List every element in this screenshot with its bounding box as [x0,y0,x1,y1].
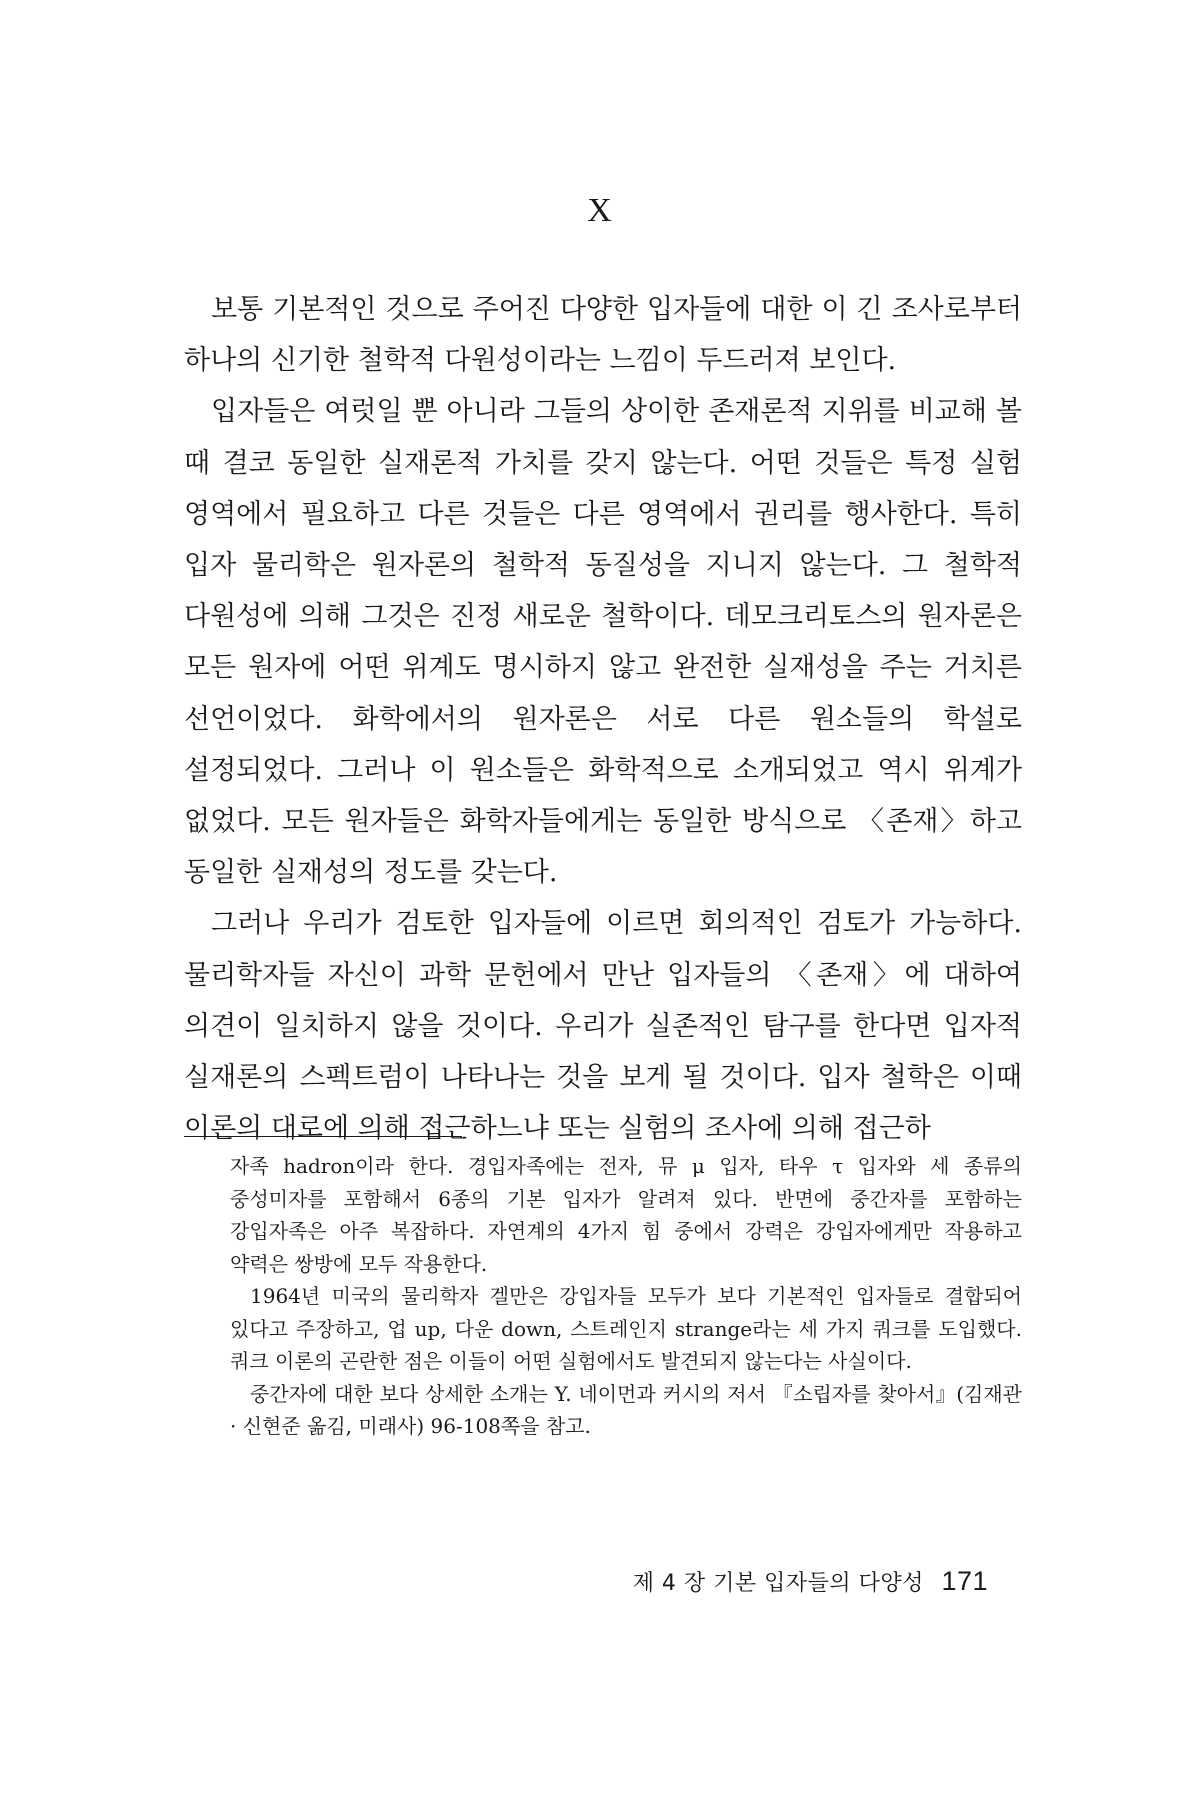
body-text [184,284,1022,1154]
footnotes [230,1150,1022,1443]
footnote-divider [184,1136,462,1137]
running-footer [633,1566,988,1597]
footnote-2: 1964년 미국의 물리학자 겔만은 강입자들 모두가 보다 기본적인 입자들로 결합되어 있다고 주장하고, 업 up, 다운 down, 스트레인지 strange라는 세 가지 쿼크를 도입했다. 쿼크 이론의 곤란한 점은 이들이 어떤 실험에서도 발견되지 않는다는 사실이다. [230,1284,1022,1373]
chapter-title: 제 4 장 기본 입자들의 다양성 [632,1571,924,1596]
paragraph-2: 입자들은 여럿일 뿐 아니라 그들의 상이한 존재론적 지위를 비교해 볼 때 결코 동일한 실재론적 가치를 갖지 않는다. 어떤 것들은 특정 실험 영역에서 필요하고 다른 것들은 다른 영역에서 권리를 행사한다. 특히 입자 물리학은 원자론의 철학적 동질성을 지니지 않는다. 그 철학적 다원성에 의해 그것은 진정 새로운 철학이다. 데모크리토스의 원자론은 모든 원자에 어떤 위계도 명시하지 않고 완전한 실재성을 주는 거치른 선언이었다. 화학에서의 원자론은 서로 다른 원소들의 학설로 설정되었다. 그러나 이 원소들은 화학적으로 소개되었고 역시 위계가 없었다. 모든 원자들은 화학자들에게는 동일한 방식으로 〈존재〉하고 동일한 실재성의 정도를 갖는다. [184,396,1022,889]
section-heading: X [587,192,613,229]
paragraph-3: 그러나 우리가 검토한 입자들에 이르면 회의적인 검토가 가능하다. 물리학자들 자신이 과학 문헌에서 만난 입자들의 〈존재〉에 대하여 의견이 일치하지 않을 것이다. 우리가 실존적인 탐구를 한다면 입자적 실재론의 스펙트럼이 나타나는 것을 보게 될 것이다. 입자 철학은 이때 이론의 대로에 의해 접근하느냐 또는 실험의 조사에 의해 접근하 [184,908,1022,1145]
footnote-1: 자족 hadron이라 한다. 경입자족에는 전자, 뮤 μ 입자, 타우 τ 입자와 세 종류의 중성미자를 포함해서 6종의 기본 입자가 알려져 있다. 반면에 중간자를 포함하는 강입자족은 아주 복잡하다. 자연계의 4가지 힘 중에서 강력은 강입자에게만 작용하고 약력은 쌍방에 모두 작용한다. [230,1154,1022,1276]
paragraph-1: 보통 기본적인 것으로 주어진 다양한 입자들에 대한 이 긴 조사로부터 하나의 신기한 철학적 다원성이라는 느낌이 두드러져 보인다. [184,294,1022,377]
footnote-3: 중간자에 대한 보다 상세한 소개는 Y. 네이먼과 커시의 저서 『소립자를 찾아서』(김재관 · 신현준 옮김, 미래사) 96-108쪽을 참고. [230,1381,1022,1438]
page-number: 171 [941,1566,988,1596]
